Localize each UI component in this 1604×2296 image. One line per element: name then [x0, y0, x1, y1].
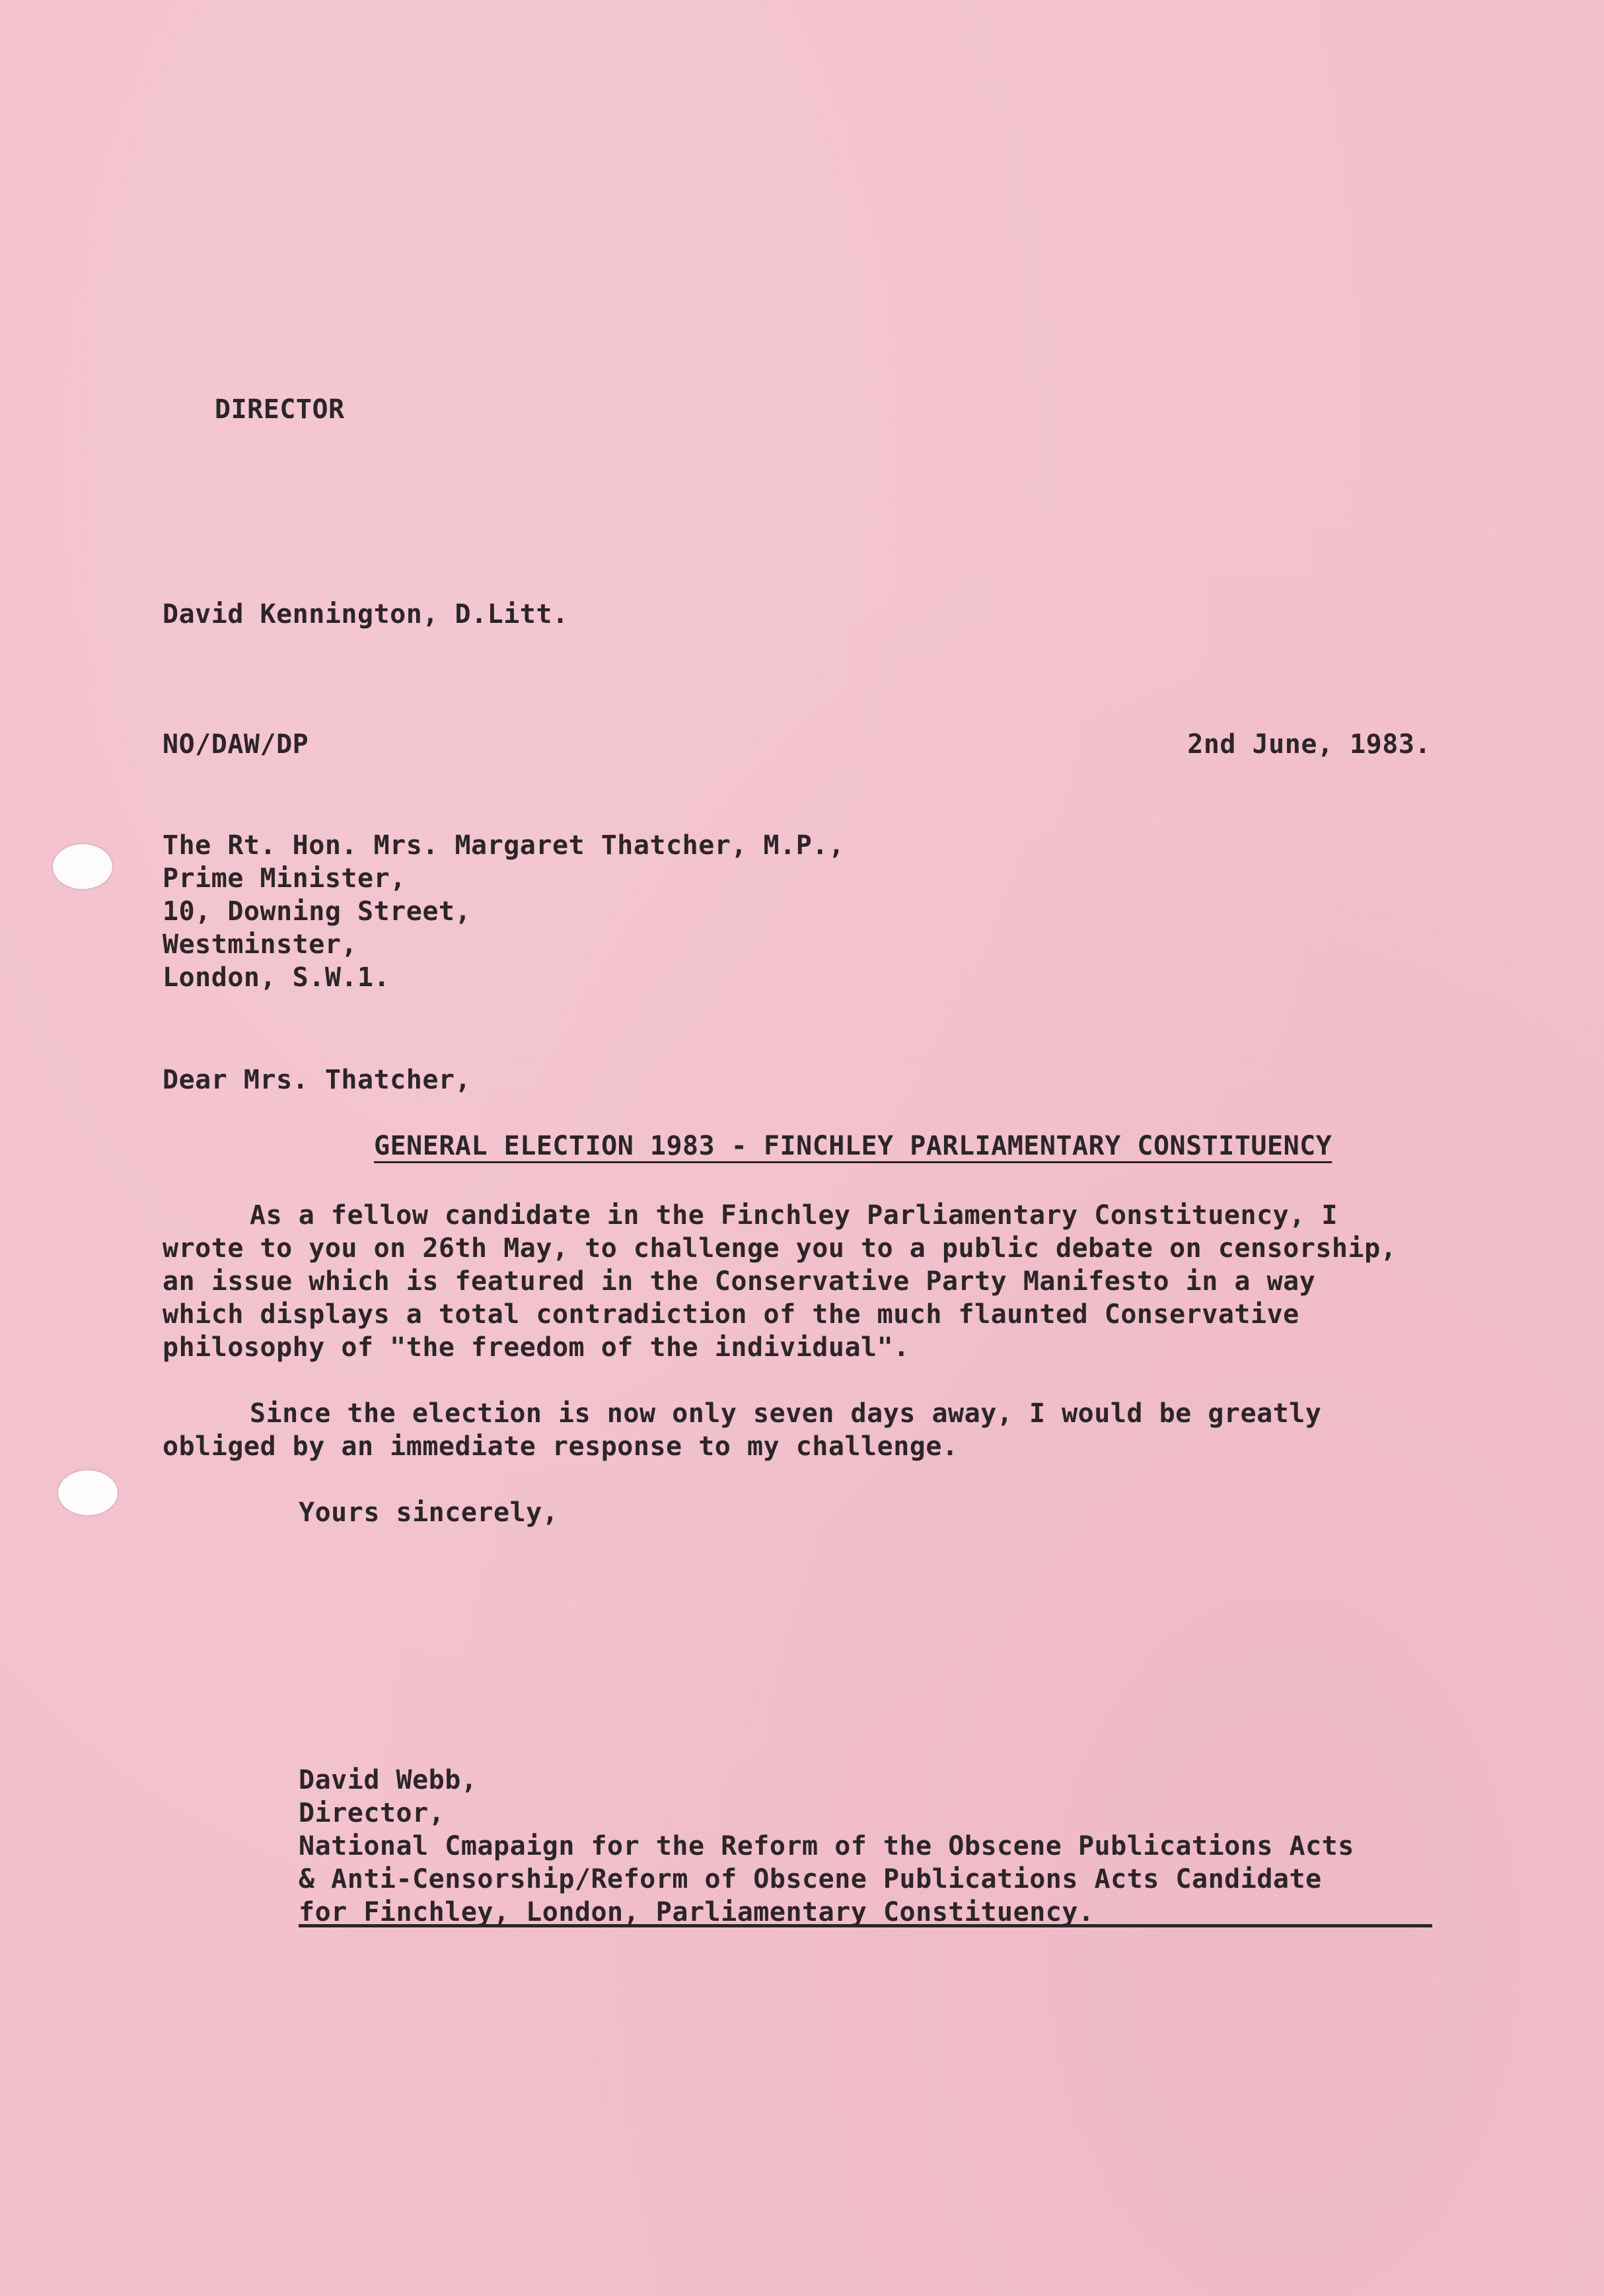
address-line: The Rt. Hon. Mrs. Margaret Thatcher, M.P.,	[163, 830, 845, 861]
department-heading: DIRECTOR	[215, 394, 345, 425]
director-name: David Kennington, D.Litt.	[163, 599, 569, 629]
body-line: obliged by an immediate response to my challenge.	[163, 1431, 959, 1462]
signature-line: David Webb,	[299, 1765, 478, 1795]
signature-line: & Anti-Censorship/Reform of Obscene Publications Acts Candidate	[299, 1864, 1322, 1894]
address-line: London, S.W.1.	[163, 962, 390, 993]
signature-line: for Finchley, London, Parliamentary Constituency.	[299, 1897, 1095, 1927]
closing: Yours sincerely,	[299, 1497, 559, 1528]
signature-line: Director,	[299, 1798, 445, 1828]
punch-hole-top	[53, 844, 112, 889]
address-line: Westminster,	[163, 929, 357, 960]
salutation: Dear Mrs. Thatcher,	[163, 1065, 472, 1095]
signature-line: National Cmapaign for the Reform of the Obscene Publications Acts	[299, 1831, 1354, 1861]
reference-number: NO/DAW/DP	[163, 729, 309, 760]
address-line: 10, Downing Street,	[163, 896, 472, 927]
subject-line: GENERAL ELECTION 1983 - FINCHLEY PARLIAMENTARY CONSTITUENCY	[374, 1131, 1332, 1161]
letter-date: 2nd June, 1983.	[1187, 729, 1431, 760]
punch-hole-bottom	[58, 1470, 118, 1515]
body-line: philosophy of "the freedom of the individual".	[163, 1332, 910, 1363]
body-line: an issue which is featured in the Conservative Party Manifesto in a way	[163, 1266, 1316, 1297]
body-line: As a fellow candidate in the Finchley Parliamentary Constituency, I	[250, 1200, 1338, 1231]
signature-underline	[299, 1924, 1432, 1927]
address-line: Prime Minister,	[163, 863, 406, 894]
body-line: which displays a total contradiction of the much flaunted Conservative	[163, 1299, 1299, 1330]
body-line: wrote to you on 26th May, to challenge you to a public debate on censorship,	[163, 1233, 1397, 1264]
body-line: Since the election is now only seven days away, I would be greatly	[250, 1398, 1322, 1429]
